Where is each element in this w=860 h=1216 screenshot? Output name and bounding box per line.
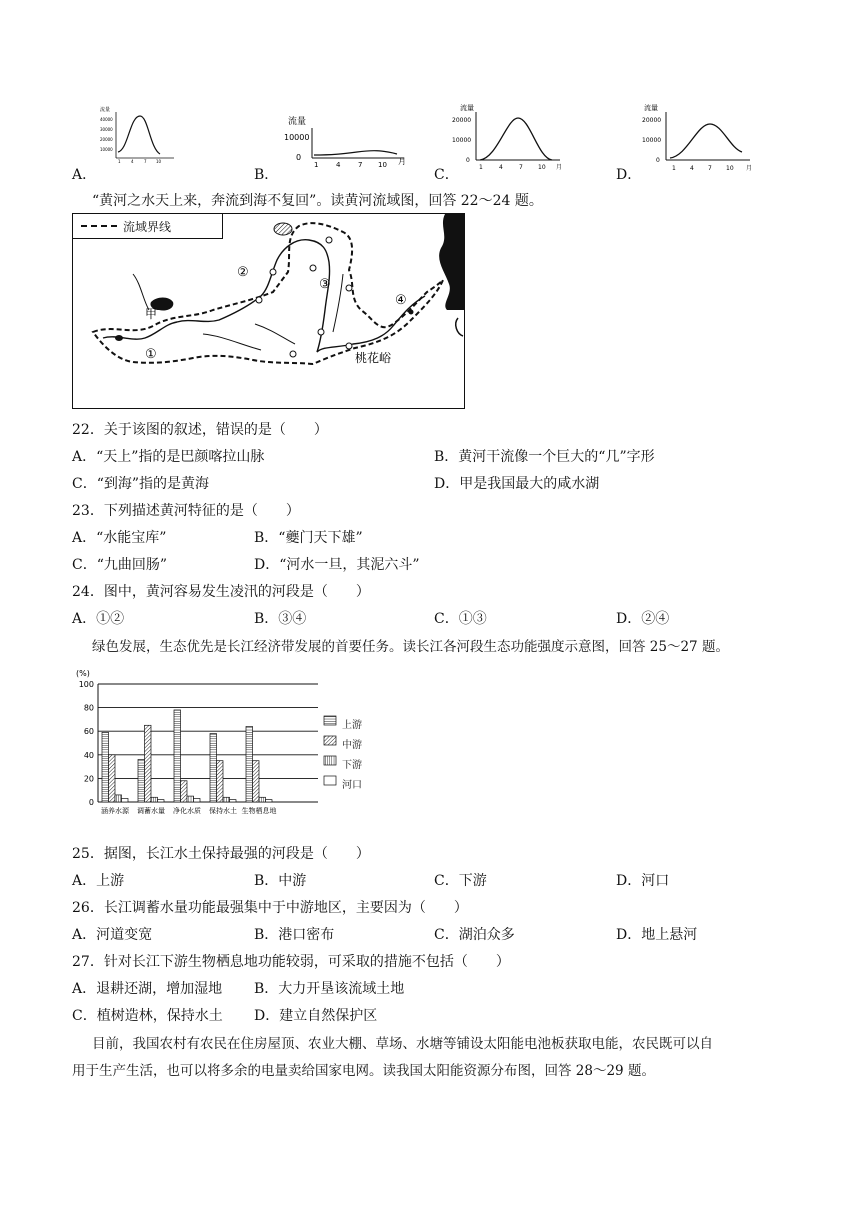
- svg-text:10: 10: [538, 164, 546, 170]
- x-category-label: 保持水土: [209, 807, 237, 815]
- svg-text:1: 1: [118, 159, 121, 164]
- svg-text:10000: 10000: [642, 137, 662, 144]
- bar-estuary-5: [266, 800, 273, 802]
- bar-chart-svg: [72, 666, 342, 824]
- label-taohuayu: 桃花峪: [355, 351, 392, 365]
- q24-option-b[interactable]: B．③④: [254, 611, 307, 627]
- q23-option-d[interactable]: D．“河水一旦，其泥六斗”: [254, 557, 420, 573]
- svg-text:7: 7: [358, 161, 363, 168]
- option-d-flow-chart: [642, 100, 762, 176]
- y-tick-label: 100: [78, 680, 94, 689]
- yellow-river-intro: “黄河之水天上来，奔流到海不复回”。读黄河流域图，回答 22～24 题。: [92, 193, 543, 209]
- q27-option-a[interactable]: A．退耕还湖，增加湿地: [72, 981, 223, 997]
- svg-text:0: 0: [296, 153, 302, 162]
- svg-text:月: 月: [746, 165, 753, 172]
- svg-text:4: 4: [131, 159, 134, 164]
- option-b-flow-chart: [282, 110, 412, 172]
- y-axis-label: (%): [76, 669, 90, 678]
- legend-downstream: 下游: [342, 760, 362, 771]
- chart-legend: [342, 716, 362, 796]
- q22-stem: 22．关于该图的叙述，错误的是（ ）: [72, 422, 328, 438]
- bar-midstream-2: [145, 725, 152, 802]
- svg-text:7: 7: [144, 159, 147, 164]
- q25-option-d[interactable]: D．河口: [616, 873, 670, 889]
- option-c-label: C．: [434, 167, 459, 183]
- chart-a-ytick: 40000: [100, 117, 113, 122]
- chart-c-curve: [480, 118, 552, 160]
- option-a-flow-chart: [98, 104, 178, 168]
- yellow-river-basin-map: [72, 213, 465, 409]
- solar-intro-line-1: 目前，我国农村有农民在住房屋顶、农业大棚、草场、水塘等铺设太阳能电池板获取电能，农民既可以自: [92, 1036, 713, 1052]
- svg-text:1: 1: [672, 165, 676, 172]
- q26-option-b[interactable]: B．港口密布: [254, 927, 335, 943]
- q27-option-c[interactable]: C．植树造林，保持水土: [72, 1008, 223, 1024]
- svg-text:月: 月: [398, 157, 406, 166]
- q26-stem: 26．长江调蓄水量功能最强集中于中游地区，主要因为（ ）: [72, 900, 468, 916]
- q23-stem: 23．下列描述黄河特征的是（ ）: [72, 503, 300, 519]
- bar-estuary-1: [122, 798, 129, 802]
- bar-midstream-4: [217, 761, 224, 802]
- svg-text:10: 10: [726, 165, 734, 172]
- svg-text:流量: 流量: [644, 104, 658, 112]
- yangtze-function-chart: [72, 666, 342, 824]
- solar-intro-line-2: 用于生产生活，也可以将多余的电量卖给国家电网。读我国太阳能资源分布图，回答 28～29 题。: [72, 1063, 655, 1079]
- bar-upstream-3: [174, 710, 181, 802]
- svg-text:4: 4: [336, 161, 341, 168]
- option-b-label: B．: [254, 167, 279, 183]
- svg-text:20000: 20000: [642, 117, 662, 124]
- bar-upstream-5: [246, 726, 253, 802]
- option-c-flow-chart: [452, 100, 572, 174]
- q25-option-a[interactable]: A．上游: [72, 873, 125, 889]
- svg-text:1: 1: [479, 164, 483, 170]
- q24-option-c[interactable]: C．①③: [434, 611, 487, 627]
- q27-option-b[interactable]: B．大力开垦该流域土地: [254, 981, 405, 997]
- basin-boundary: [93, 223, 443, 364]
- svg-text:7: 7: [519, 164, 523, 170]
- y-tick-label: 0: [88, 798, 94, 807]
- chart-a-ytick: 30000: [100, 127, 113, 132]
- q25-option-b[interactable]: B．中游: [254, 873, 307, 889]
- q22-option-a[interactable]: A．“天上”指的是巴颜喀拉山脉: [72, 449, 265, 465]
- map-legend-label: 流域界线: [123, 219, 172, 234]
- bar-estuary-4: [230, 800, 237, 802]
- x-category-label: 调蓄水量: [137, 807, 165, 815]
- map-svg: [73, 214, 465, 409]
- svg-text:10: 10: [156, 159, 162, 164]
- svg-text:20000: 20000: [452, 117, 472, 124]
- svg-text:7: 7: [708, 165, 712, 172]
- svg-text:10: 10: [378, 161, 387, 168]
- q24-option-a[interactable]: A．①②: [72, 611, 125, 627]
- chart-b-curve: [314, 151, 397, 155]
- q24-stem: 24．图中，黄河容易发生凌汛的河段是（ ）: [72, 584, 370, 600]
- q22-option-d[interactable]: D．甲是我国最大的咸水湖: [434, 476, 600, 492]
- svg-text:流量: 流量: [288, 117, 307, 127]
- bar-estuary-3: [194, 798, 201, 802]
- q26-option-c[interactable]: C．湖泊众多: [434, 927, 515, 943]
- bar-upstream-2: [138, 760, 145, 802]
- svg-text:月: 月: [556, 164, 563, 170]
- q23-option-c[interactable]: C．“九曲回肠”: [72, 557, 168, 573]
- yangtze-intro: 绿色发展，生态优先是长江经济带发展的首要任务。读长江各河段生态功能强度示意图，回答 25～27 题。: [92, 639, 729, 655]
- q24-option-d[interactable]: D．②④: [616, 611, 670, 627]
- y-tick-label: 60: [83, 727, 94, 737]
- option-a-label: A．: [72, 167, 97, 183]
- svg-text:0: 0: [656, 157, 660, 164]
- y-tick-label: 20: [83, 774, 94, 784]
- legend-swatch-estuary: [324, 776, 336, 785]
- chart-a-ytick: 10000: [100, 147, 113, 152]
- svg-text:10000: 10000: [284, 133, 310, 142]
- small-lake: [115, 335, 123, 341]
- bar-midstream-5: [253, 761, 260, 802]
- label-3: ③: [319, 277, 331, 292]
- y-tick-label: 80: [83, 703, 94, 713]
- bar-upstream-4: [210, 734, 217, 802]
- chart-a-curve: [118, 116, 160, 154]
- svg-text:1: 1: [314, 161, 319, 168]
- bar-midstream-1: [109, 755, 116, 802]
- svg-text:流量: 流量: [460, 104, 474, 112]
- svg-text:0: 0: [466, 157, 470, 164]
- bar-upstream-1: [102, 732, 109, 802]
- legend-midstream: 中游: [342, 740, 362, 751]
- legend-estuary: 河口: [342, 780, 362, 791]
- label-1: ①: [145, 347, 157, 362]
- legend-swatch-downstream: [324, 756, 336, 765]
- svg-text:4: 4: [499, 164, 503, 170]
- bar-downstream-2: [151, 797, 158, 802]
- q26-option-d[interactable]: D．地上悬河: [616, 927, 698, 943]
- bar-downstream-5: [259, 797, 266, 802]
- x-category-label: 涵养水源: [101, 807, 129, 815]
- chart-d-curve: [670, 124, 742, 158]
- q23-option-b[interactable]: B．“夔门天下雄”: [254, 530, 363, 546]
- legend-upstream: 上游: [342, 720, 362, 731]
- x-category-label: 生物栖息地: [241, 807, 277, 815]
- q27-option-d[interactable]: D．建立自然保护区: [254, 1008, 378, 1024]
- q22-option-b[interactable]: B．黄河干流像一个巨大的“几”字形: [434, 449, 655, 465]
- x-category-label: 净化水质: [173, 807, 201, 815]
- desert-area: [274, 223, 292, 235]
- legend-swatch-midstream: [324, 736, 336, 745]
- label-jia: 甲: [145, 307, 158, 321]
- bar-downstream-1: [115, 795, 122, 802]
- q22-option-c[interactable]: C．“到海”指的是黄海: [72, 476, 210, 492]
- label-4: ④: [395, 293, 407, 308]
- sea-shape: [439, 214, 465, 310]
- legend-swatch-upstream: [324, 716, 336, 725]
- q25-option-c[interactable]: C．下游: [434, 873, 487, 889]
- q27-stem: 27．针对长江下游生物栖息地功能较弱，可采取的措施不包括（ ）: [72, 954, 510, 970]
- svg-text:10000: 10000: [452, 137, 472, 144]
- label-2: ②: [237, 265, 249, 280]
- bar-estuary-2: [158, 800, 165, 802]
- bar-midstream-3: [181, 781, 188, 802]
- q25-stem: 25．据图，长江水土保持最强的河段是（ ）: [72, 846, 370, 862]
- bar-downstream-3: [187, 796, 194, 802]
- chart-a-ytick: 20000: [100, 137, 113, 142]
- chart-a-ylabel: 流量: [100, 107, 111, 113]
- option-d-label: D．: [616, 167, 642, 183]
- y-tick-label: 40: [83, 750, 94, 760]
- q26-option-a[interactable]: A．河道变宽: [72, 927, 153, 943]
- q23-option-a[interactable]: A．“水能宝库”: [72, 530, 167, 546]
- svg-text:4: 4: [690, 165, 694, 172]
- bar-downstream-4: [223, 797, 230, 802]
